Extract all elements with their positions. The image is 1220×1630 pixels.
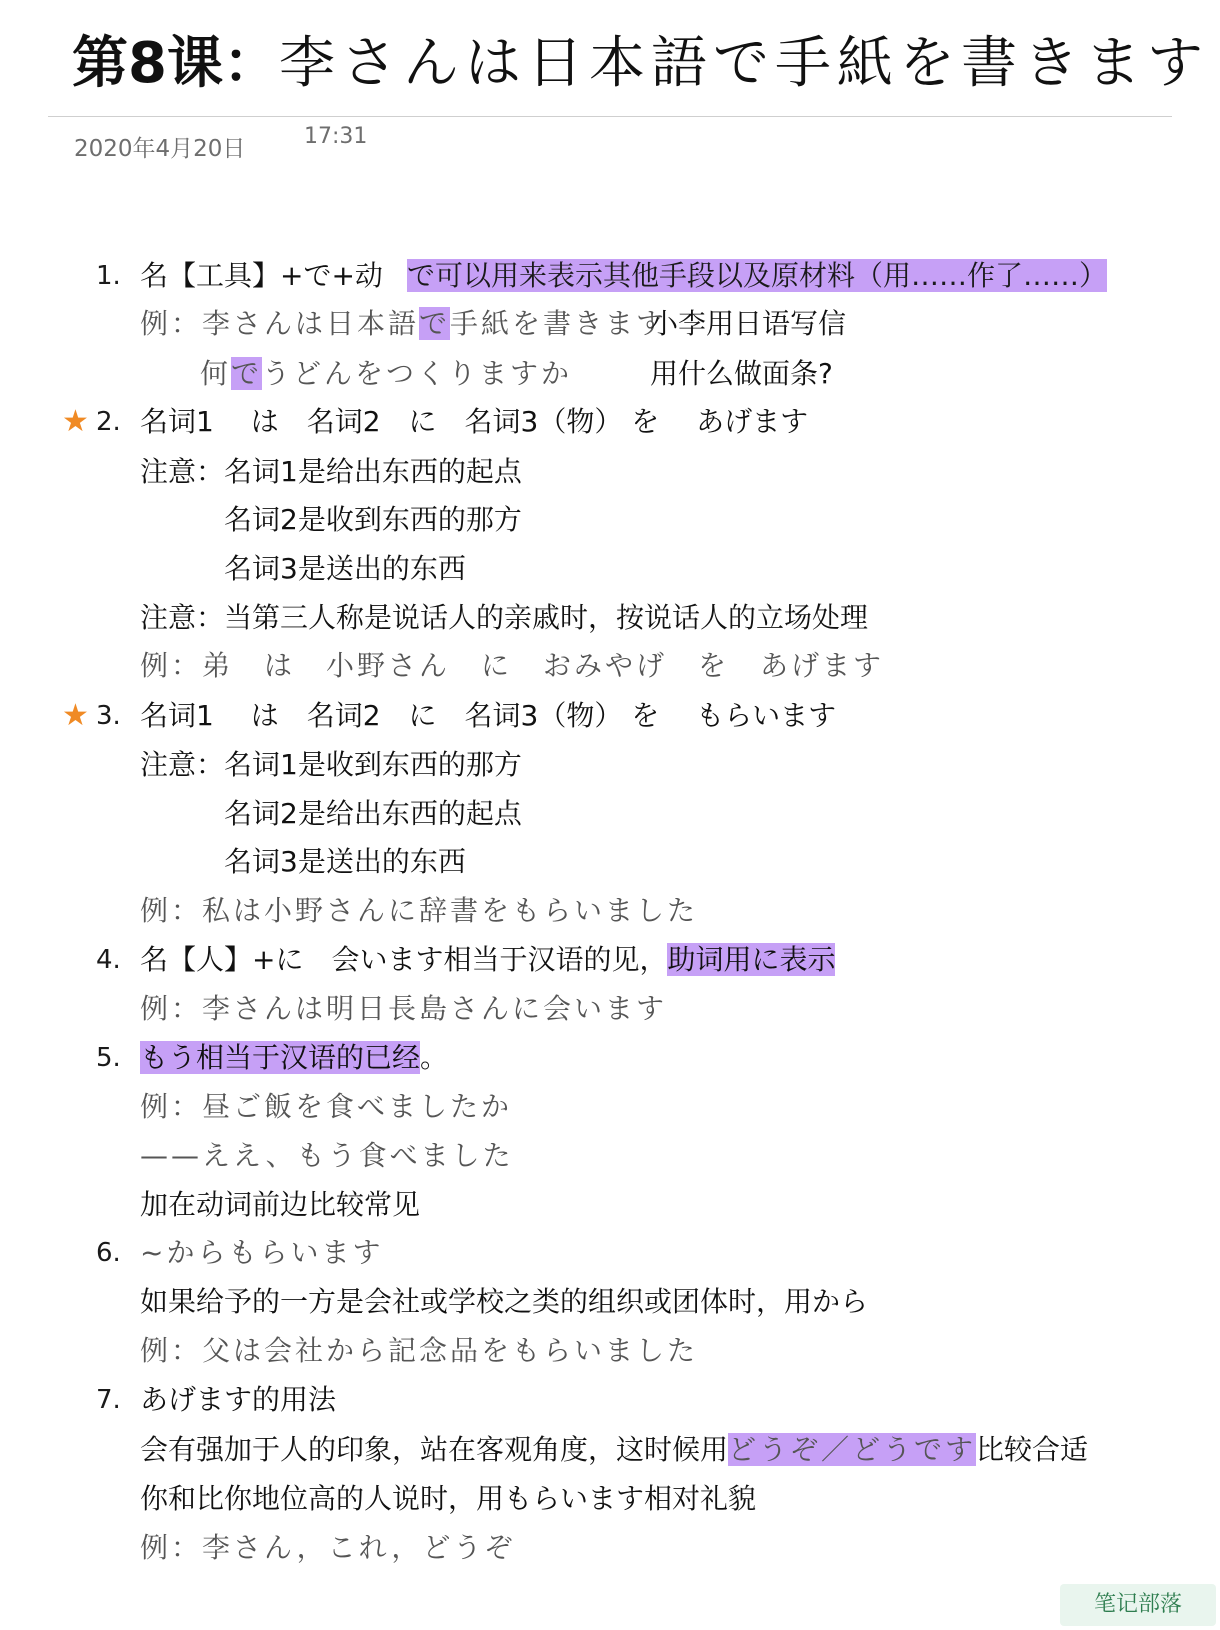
note-line	[140, 256, 1107, 296]
item-number: 4.	[96, 945, 121, 975]
note-line	[140, 304, 667, 344]
line-text: 比较合适	[976, 1433, 1089, 1466]
item-number: 7.	[96, 1385, 121, 1415]
note-line: 注意：名词1是收到东西的那方	[140, 748, 522, 781]
item-number: 3.	[96, 701, 121, 731]
highlighted-text: で可以用来表示其他手段以及原材料（用……作了……）	[406, 259, 1107, 292]
note-line: ~からもらいます	[140, 1236, 384, 1269]
note-line: 名词1 は 名词2 に 名词3（物） を もらいます	[140, 699, 837, 732]
note-line	[140, 1430, 1088, 1470]
highlighted-text: 助词用に表示	[667, 943, 836, 976]
highlighted-text: もう相当于汉语的已经	[140, 1041, 421, 1074]
note-line: 名词2是给出东西的起点	[224, 797, 522, 830]
page-title	[72, 28, 1209, 100]
note-line	[200, 354, 572, 394]
note-line: 名词2是收到东西的那方	[224, 503, 522, 536]
title-prefix: 第8课：	[72, 31, 279, 96]
item-number: 1.	[96, 261, 121, 291]
note-line: 例：昼ご飯を食べましたか	[140, 1090, 513, 1123]
note-line: あげます的用法	[140, 1383, 337, 1416]
note-line: 你和比你地位高的人说时，用もらいます相对礼貌	[140, 1482, 757, 1515]
note-date: 2020年4月20日	[74, 136, 246, 162]
watermark-logo: 笔记部落	[1060, 1584, 1216, 1626]
note-line: 如果给予的一方是会社或学校之类的组织或团体时，用から	[140, 1285, 869, 1318]
note-line: 名词3是送出的东西	[224, 845, 466, 878]
star-icon: ★	[62, 404, 89, 439]
title-divider	[48, 116, 1172, 117]
note-line: 名词3是送出的东西	[224, 552, 466, 585]
item-number: 2.	[96, 407, 121, 437]
line-text: 例：李さんは日本語	[140, 307, 420, 340]
line-text: 何	[200, 357, 232, 390]
note-time: 17:31	[304, 124, 368, 149]
note-line	[650, 304, 846, 344]
star-icon: ★	[62, 698, 89, 733]
note-line	[140, 940, 835, 980]
line-text: 名【工具】+で+动	[140, 259, 383, 292]
note-line: 例：李さん，これ，どうぞ	[140, 1531, 516, 1564]
note-line: 例：李さんは明日長島さんに会います	[140, 992, 668, 1025]
note-line: 注意：名词1是给出东西的起点	[140, 455, 522, 488]
note-line: 名词1 は 名词2 に 名词3（物） を あげます	[140, 405, 809, 438]
note-line: 例：弟 は 小野さん に おみやげ を あげます	[140, 649, 885, 682]
line-text: 。	[420, 1041, 449, 1074]
highlighted-text: どうぞ／どうです	[728, 1433, 977, 1466]
note-line	[140, 1038, 448, 1078]
line-text: 手紙を書きます	[450, 307, 668, 340]
line-text: 用什么做面条?	[650, 357, 833, 390]
note-line: 加在动词前边比较常见	[140, 1188, 421, 1221]
line-text: 会有强加于人的印象，站在客观角度，这时候用	[140, 1433, 729, 1466]
line-text: 名【人】+に 会います相当于汉语的见，	[140, 943, 668, 976]
line-text: 小李用日语写信	[650, 307, 847, 340]
highlighted-text: で	[231, 357, 263, 390]
line-text: うどんをつくりますか	[262, 357, 573, 390]
highlighted-text: で	[419, 307, 451, 340]
note-line	[650, 354, 833, 394]
item-number: 6.	[96, 1238, 121, 1268]
item-number: 5.	[96, 1043, 121, 1073]
note-line: 例：父は会社から記念品をもらいました	[140, 1334, 699, 1367]
note-line: ——ええ、もう食べました	[140, 1139, 514, 1172]
note-line: 注意：当第三人称是说话人的亲戚时，按说话人的立场处理	[140, 601, 869, 634]
title-main: 李さんは日本語で手紙を書きます	[278, 31, 1209, 96]
note-line: 例：私は小野さんに辞書をもらいました	[140, 894, 699, 927]
